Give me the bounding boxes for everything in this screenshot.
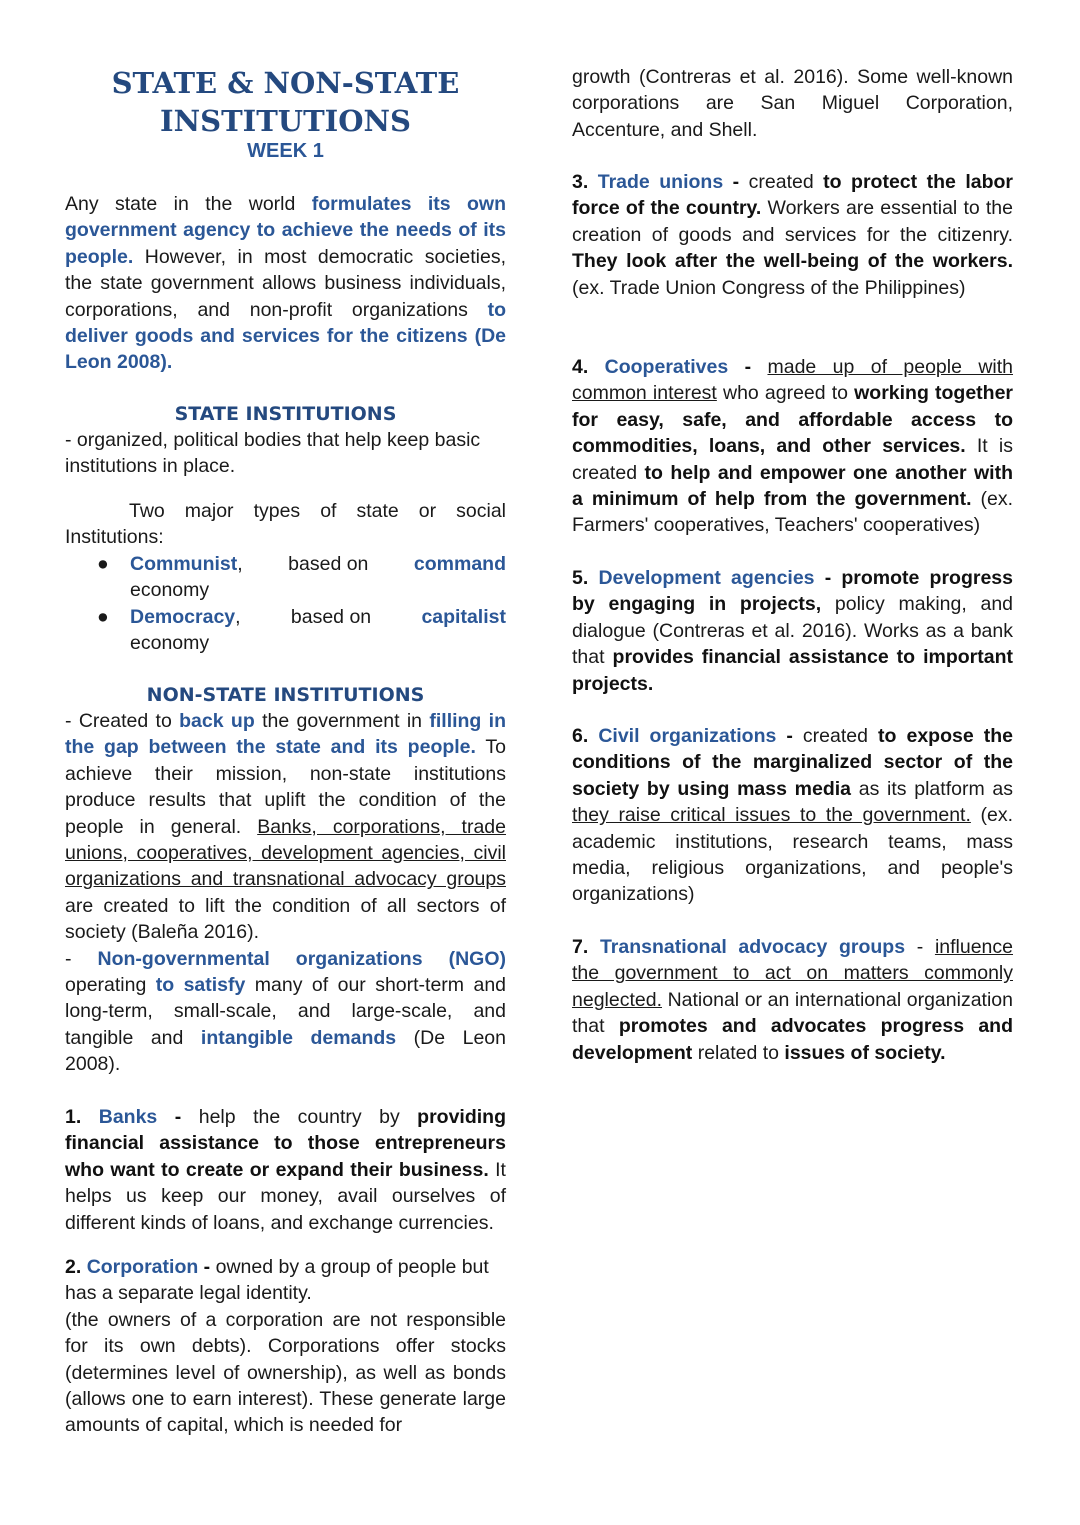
- bullet-icon: ●: [97, 553, 109, 575]
- nonstate-paragraph: - Created to back up the government in filling in the gap between the state and its people. To achieve their mission, non-state institutions produce results that uplift the condition of the people in general. Banks, corporations, trade unions, cooperatives, development agencies, civil organizations and transnational advocacy groups are created to lift the condition of all sectors of society (Baleña 2016).: [65, 710, 507, 944]
- trade-unions-item: 3. Trade unions - created to protect the labor force of the country. Workers are essential to the creation of goods and services for the citizenry. They look after the well-being of the workers. (ex. Trade Union Congress of the Philippines): [572, 171, 1014, 299]
- development-agencies-item: 5. Development agencies - promote progress by engaging in projects, policy making, and dialogue (Contreras et al. 2016). Works as a bank that provides financial assistance to important projects.: [572, 567, 1014, 695]
- nonstate-heading: NON-STATE INSTITUTIONS: [146, 684, 425, 706]
- state-description: - organized, political bodies that help keep basic institutions in place.: [65, 429, 481, 478]
- bullet-icon: ●: [97, 605, 109, 628]
- page-title: [65, 64, 506, 140]
- transnational-advocacy-item: 7. Transnational advocacy groups - influence the government to act on matters commonly neglected. National or an international organization that promotes and advocates progress and development related to issues of society.: [572, 936, 1013, 1064]
- cooperatives-item: 4. Cooperatives - made up of people with common interest who agreed to working together for easy, safe, and affordable access to commodities, loans, and other services. It is created to help and empower one another with a minimum of help from the government. (ex. Farmers' cooperatives, Teachers' cooperatives): [572, 356, 1014, 537]
- list-item: ● Communist, based on command economy: [97, 553, 506, 602]
- ngo-paragraph: - Non-governmental organizations (NGO) operating to satisfy many of our short-term and long-term, small-scale, and large-scale, and tangible and intangible demands (De Leon 2008).: [65, 947, 507, 1076]
- civil-organizations-item: 6. Civil organizations - created to expose the conditions of the marginalized sector of the society by using mass media as its platform as they raise critical issues to the government. (ex. academic institutions, research teams, mass media, religious organizations, and people's organizations): [572, 725, 1013, 906]
- corporation-item: 2. Corporation - owned by a group of people but has a separate legal identity. (the owners of a corporation are not responsible for its own debts). Corporations offer stocks (determines level of ownership), as well as bonds (allows one to earn interest). These generate large amounts of capital, which is needed for: [65, 1256, 506, 1437]
- nonstate-section: [65, 682, 506, 1078]
- week-label: WEEK 1: [247, 140, 324, 162]
- state-types-list: [65, 551, 506, 657]
- state-section: [65, 401, 506, 480]
- list-item: ● Democracy, based on capitalist economy: [97, 605, 506, 655]
- intro-paragraph: Any state in the world formulates its own government agency to achieve the needs of its people. However, in most democratic societies, the state government allows business individuals, corporations, and non-profit organizations to deliver goods and services for the citizens (De Leon 2008).: [65, 193, 506, 374]
- state-heading: STATE INSTITUTIONS: [174, 403, 397, 425]
- title-line-1: STATE & NON-STATE: [111, 66, 460, 100]
- title-line-2: INSTITUTIONS: [160, 104, 411, 138]
- banks-item: 1. Banks - help the country by providing financial assistance to those entrepreneurs who want to create or expand their business. It helps us keep our money, avail ourselves of different kinds of loans, and exchange currencies.: [65, 1106, 506, 1234]
- state-types-intro: Two major types of state or social Institutions:: [65, 500, 506, 549]
- corporation-continued: growth (Contreras et al. 2016). Some well-known corporations are San Miguel Corporation, Accenture, and Shell.: [572, 66, 1013, 141]
